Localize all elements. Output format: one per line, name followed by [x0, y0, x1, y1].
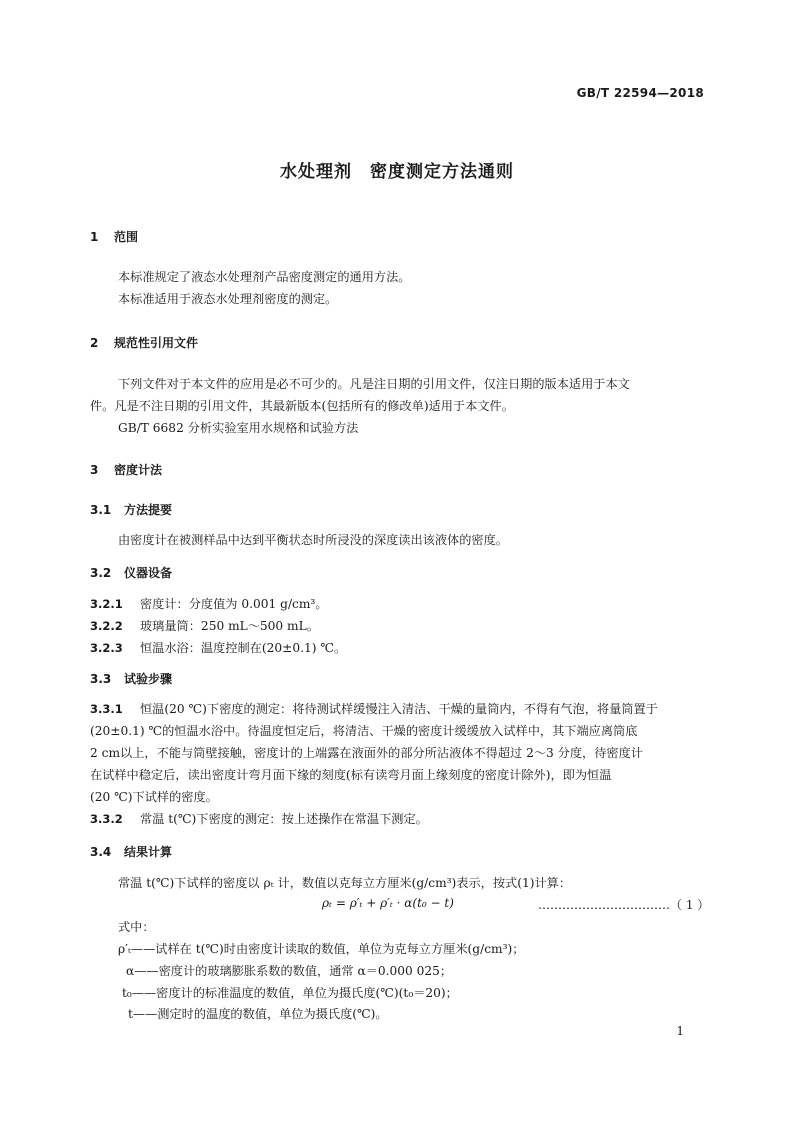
section-3-2-heading — [90, 564, 172, 581]
paragraph-line — [90, 700, 658, 717]
clause-text: 玻璃量筒：250 mL～500 mL。 — [140, 619, 319, 633]
section-title: 范围 — [114, 230, 139, 244]
section-3-3-heading — [90, 670, 172, 687]
section-number: 3.1 — [90, 503, 112, 517]
clause-number: 3.2.1 — [90, 597, 123, 611]
list-item — [90, 617, 319, 634]
clause-number: 3.3.1 — [90, 702, 123, 716]
clause-text: 密度计：分度值为 0.001 g/cm³。 — [140, 597, 328, 611]
section-title: 仪器设备 — [124, 566, 173, 580]
clause-number: 3.2.3 — [90, 641, 123, 655]
section-title: 方法提要 — [124, 503, 173, 517]
paragraph-line: 在试样中稳定后，读出密度计弯月面下缘的刻度(标有读弯月面上缘刻度的密度计除外)，即为恒温 — [90, 768, 612, 782]
where-label: 式中： — [118, 920, 155, 934]
clause-number: 3.3.2 — [90, 812, 123, 826]
paragraph-line — [90, 810, 428, 827]
clause-text: 常温 t(℃)下密度的测定：按上述操作在常温下测定。 — [140, 812, 428, 826]
section-number: 3 — [90, 463, 99, 477]
paragraph-line: (20 ℃)下试样的密度。 — [90, 790, 218, 804]
clause-text: 恒温水浴：温度控制在(20±0.1) ℃。 — [140, 641, 347, 655]
section-number: 3.2 — [90, 566, 112, 580]
section-number: 1 — [90, 230, 99, 244]
equation-number: ……………………………（ 1 ） — [538, 898, 710, 912]
section-number: 3.3 — [90, 672, 112, 686]
formula: ρₜ = ρ′ₜ + ρ′ₜ · α(t₀ − t) — [322, 896, 454, 910]
variable-definition: t——测定时的温度的数值，单位为摄氏度(℃)。 — [128, 1007, 388, 1021]
paragraph: 本标准适用于液态水处理剂密度的测定。 — [118, 292, 338, 306]
paragraph-line: 件。凡是不注日期的引用文件，其最新版本(包括所有的修改单)适用于本文件。 — [90, 399, 514, 413]
paragraph-line: 下列文件对于本文件的应用是必不可少的。凡是注日期的引用文件，仅注日期的版本适用于本文 — [118, 377, 630, 391]
section-number: 2 — [90, 336, 99, 350]
paragraph: 由密度计在被测样品中达到平衡状态时所浸没的深度读出该液体的密度。 — [118, 533, 508, 547]
section-title: 试验步骤 — [124, 672, 173, 686]
section-1-heading — [90, 228, 138, 245]
page-number: 1 — [676, 1024, 684, 1038]
paragraph: 常温 t(℃)下试样的密度以 ρₜ 计，数值以克每立方厘米(g/cm³)表示，按式(1)计算： — [118, 876, 572, 890]
list-item — [90, 639, 346, 656]
section-title: 密度计法 — [114, 463, 163, 477]
section-title: 规范性引用文件 — [114, 336, 199, 350]
normative-reference: GB/T 6682 分析实验室用水规格和试验方法 — [118, 421, 359, 435]
variable-definition: t₀——密度计的标准温度的数值，单位为摄氏度(℃)(t₀＝20)； — [122, 986, 458, 1000]
paragraph-line: (20±0.1) ℃的恒温水浴中。待温度恒定后，将清洁、干燥的密度计缓缓放入试样中，其下端应离筒底 — [90, 724, 638, 738]
section-2-heading — [90, 334, 198, 351]
section-title: 结果计算 — [124, 845, 173, 859]
section-number: 3.4 — [90, 845, 112, 859]
variable-definition: ρ′ₜ——试样在 t(℃)时由密度计读取的数值，单位为克每立方厘米(g/cm³)； — [118, 942, 525, 956]
paragraph: 本标准规定了液态水处理剂产品密度测定的通用方法。 — [118, 270, 411, 284]
list-item — [90, 595, 328, 612]
standard-code: GB/T 22594—2018 — [576, 86, 704, 100]
document-title: 水处理剂 密度测定方法通则 — [280, 162, 514, 182]
paragraph-line: 2 cm以上，不能与筒壁接触，密度计的上端露在液面外的部分所沾液体不得超过 2～3 分度，待密度计 — [90, 746, 643, 760]
section-3-1-heading — [90, 501, 172, 518]
clause-number: 3.2.2 — [90, 619, 123, 633]
section-3-4-heading — [90, 843, 172, 860]
clause-text: 恒温(20 ℃)下密度的测定：将待测试样缓慢注入清洁、干燥的量筒内，不得有气泡，将量筒置于 — [140, 702, 658, 716]
variable-definition: α——密度计的玻璃膨胀系数的数值，通常 α＝0.000 025； — [126, 964, 453, 978]
section-3-heading — [90, 461, 162, 478]
